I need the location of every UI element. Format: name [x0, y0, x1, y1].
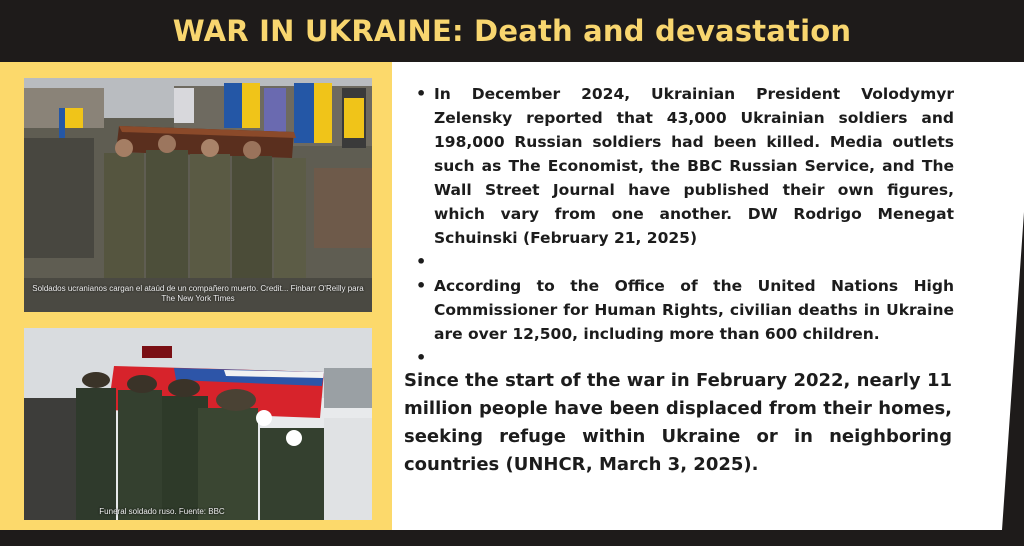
photo-panel: [0, 62, 392, 530]
bullet-item-empty: [414, 250, 954, 274]
bullet-list: [414, 82, 954, 370]
footer-bar: [0, 530, 1024, 546]
closing-paragraph: Since the start of the war in February 2022, nearly 11 million people have been displaced from their homes, seeking refuge within Ukraine or in neighboring countries (UNHCR, March 3, 2025).: [404, 370, 952, 475]
page-title: WAR IN UKRAINE: Death and devastation: [172, 14, 852, 48]
bullet-item: • In December 2024, Ukrainian President Volodymyr Zelensky reported that 43,000 Ukrainian soldiers and 198,000 Russian soldiers had been killed. Media outlets such as The Economist, the BBC Russian Service, and The Wall Street Journal have published their own figures, which vary from one another. DW Rodrigo Menegat Schuinski (February 21, 2025): [414, 82, 954, 250]
bullet-item: • According to the Office of the United Nations High Commissioner for Human Rights, civilian deaths in Ukraine are over 12,500, including more than 600 children.: [414, 274, 954, 346]
ukrainian-funeral-image: [24, 78, 372, 312]
ukrainian-funeral-photo: [24, 78, 372, 312]
decorative-edge: [974, 62, 1024, 530]
russian-funeral-photo: [24, 328, 372, 520]
header-bar: [0, 0, 1024, 62]
russian-funeral-image: [24, 328, 372, 520]
text-panel: [392, 62, 1024, 530]
photo-caption: Soldados ucranianos cargan el ataúd de un compañero muerto. Credit... Finbarr O'Reilly para The New York Times: [32, 284, 364, 303]
photo-caption: Funeral soldado ruso. Fuente: BBC: [99, 507, 225, 516]
